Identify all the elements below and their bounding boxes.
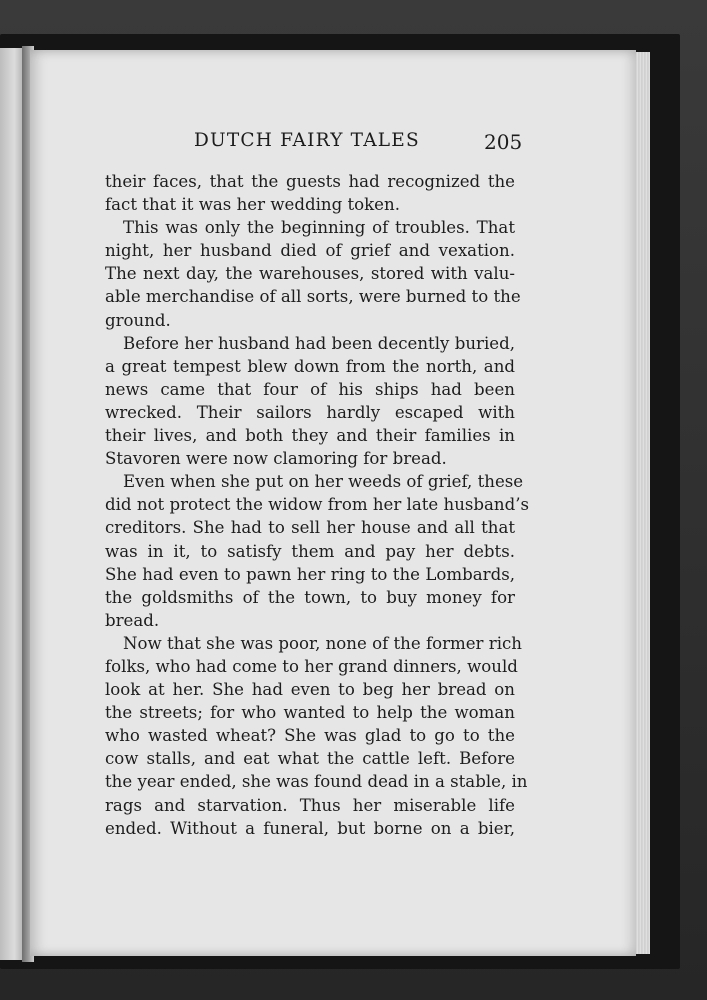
page-edges <box>636 52 650 954</box>
text-line: She had even to pawn her ring to the Lombards, <box>105 564 515 584</box>
text-line: the goldsmiths of the town, to buy money for <box>105 587 515 607</box>
text-line: look at her. She had even to beg her bread on <box>105 680 515 700</box>
running-title: DUTCH FAIRY TALES <box>194 130 420 151</box>
text-line: did not protect the widow from her late husband’s <box>105 495 530 515</box>
text-line: This was only the beginning of troubles. That <box>123 218 515 238</box>
text-line: able merchandise of all sorts, were burned to the <box>105 287 521 307</box>
text-line: Before her husband had been decently buried, <box>123 333 515 353</box>
text-line: wrecked. Their sailors hardly escaped with <box>105 402 515 422</box>
text-line: fact that it was her wedding token. <box>105 195 400 215</box>
text-line: night, her husband died of grief and vexation. <box>105 241 515 261</box>
text-line: bread. <box>105 610 160 630</box>
text-line: rags and starvation. Thus her miserable life <box>105 795 515 815</box>
text-line: news came that four of his ships had been <box>105 379 515 399</box>
text-line: a great tempest blew down from the north, and <box>105 356 515 376</box>
text-line: folks, who had come to her grand dinners, would <box>105 656 518 676</box>
text-line: the year ended, she was found dead in a stable, in <box>105 772 528 792</box>
text-line: Now that she was poor, none of the former rich <box>123 633 522 653</box>
page-number: 205 <box>484 130 523 154</box>
text-line: Even when she put on her weeds of grief, these <box>123 472 524 492</box>
body-text <box>105 170 530 840</box>
text-line: creditors. She had to sell her house and all that <box>105 518 515 538</box>
text-line: the streets; for who wanted to help the woman <box>105 703 515 723</box>
text-line: The next day, the warehouses, stored with valu- <box>105 264 515 284</box>
text-line: Stavoren were now clamoring for bread. <box>105 449 447 469</box>
text-line: was in it, to satisfy them and pay her debts. <box>105 541 515 561</box>
left-page-edge <box>0 48 24 960</box>
text-line: ground. <box>105 310 171 330</box>
text-line: ended. Without a funeral, but borne on a bier, <box>105 818 515 838</box>
text-line: cow stalls, and eat what the cattle left. Before <box>105 749 515 769</box>
text-line: their lives, and both they and their families in <box>105 426 515 446</box>
text-line: who wasted wheat? She was glad to go to the <box>105 726 515 746</box>
text-line: their faces, that the guests had recognized the <box>105 172 515 191</box>
book-page <box>30 50 636 956</box>
